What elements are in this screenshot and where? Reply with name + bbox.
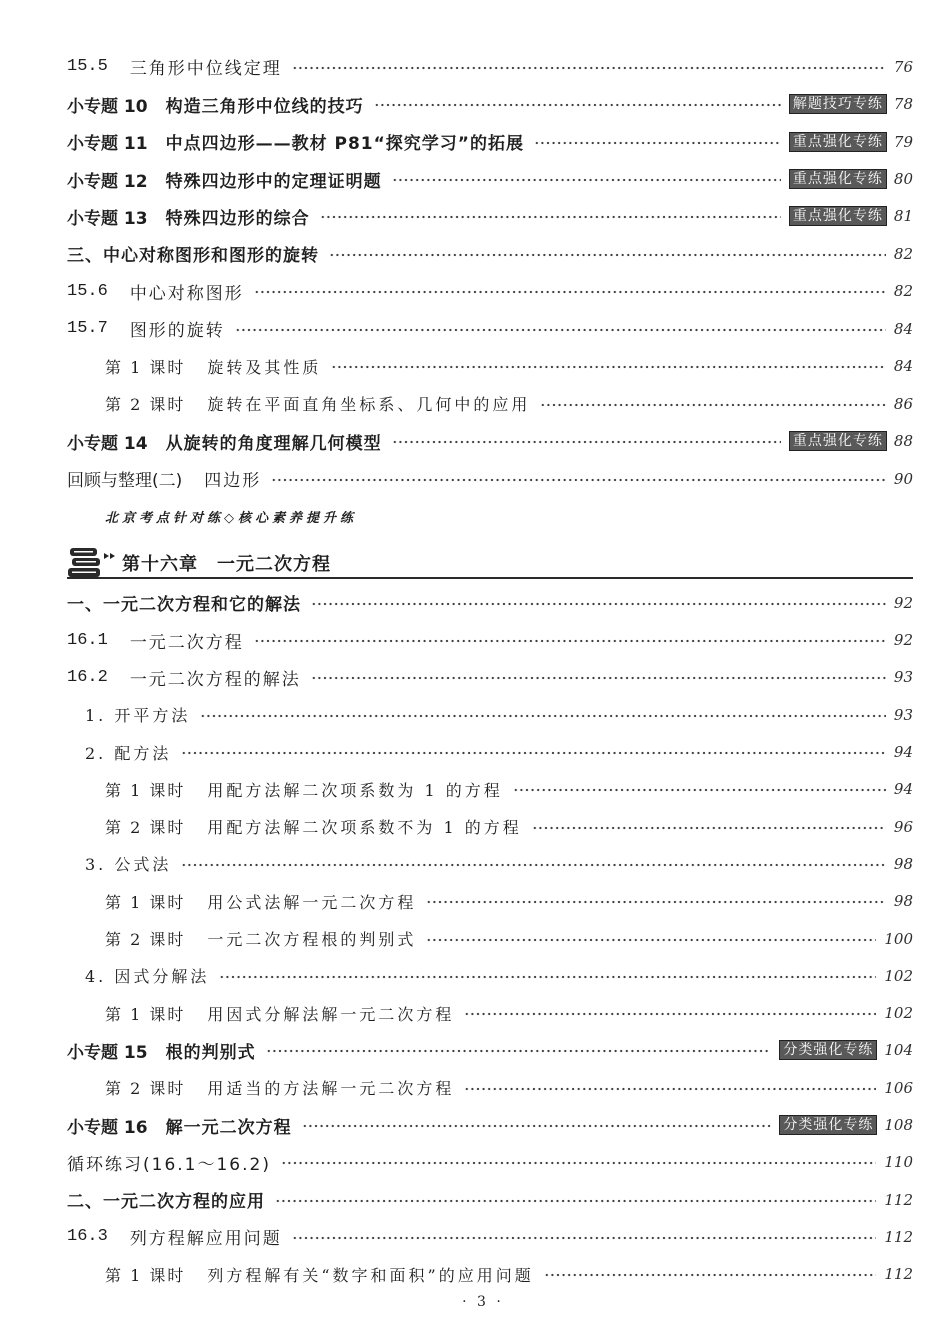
chapter-heading <box>67 536 913 584</box>
entry-page: 104 <box>884 1041 913 1060</box>
toc-entry <box>67 1106 913 1143</box>
entry-page: 94 <box>893 743 913 762</box>
entry-page: 94 <box>893 780 913 799</box>
toc-entry <box>67 85 913 122</box>
entry-page: 112 <box>884 1265 913 1284</box>
entry-title: 三角形中位线定理 <box>129 59 282 80</box>
entry-page: 96 <box>893 817 913 836</box>
toc-entry <box>67 348 913 385</box>
dot-leader <box>292 66 886 70</box>
toc-entry <box>67 123 913 160</box>
entry-title: 用配方法解二次项系数为 1 的方程 <box>207 780 503 800</box>
dot-leader <box>266 1049 772 1053</box>
entry-number: 16.3 <box>67 1227 108 1247</box>
toc-entry <box>67 584 913 621</box>
entry-page: 82 <box>893 244 913 263</box>
entry-page: 102 <box>884 1004 913 1023</box>
entry-title: 用因式分解法解一元二次方程 <box>207 1004 455 1024</box>
dot-leader <box>544 1273 877 1277</box>
entry-title: 构造三角形中位线的技巧 <box>165 96 364 117</box>
toc-entry <box>67 733 913 770</box>
entry-page: 81 <box>893 207 913 226</box>
entry-title: 循环练习(16.1～16.2) <box>67 1154 271 1175</box>
dot-leader <box>302 1124 772 1128</box>
entry-title: 三、中心对称图形和图形的旋转 <box>67 246 319 267</box>
entry-number: 小专题 10 <box>67 96 148 117</box>
entry-title: 从旋转的角度理解几何模型 <box>165 433 382 454</box>
toc-entry <box>67 198 913 235</box>
entry-page: 100 <box>884 929 913 948</box>
dot-leader <box>200 714 886 718</box>
chapter-title: 第十六章 一元二次方程 <box>122 554 331 576</box>
practice-tag: 重点强化专练 <box>789 169 887 189</box>
dot-leader <box>513 788 886 792</box>
toc-entry <box>67 808 913 845</box>
table-of-contents <box>67 48 913 1293</box>
entry-title: 1. 开平方法 <box>85 706 191 726</box>
entry-title: 根的判别式 <box>165 1042 256 1063</box>
entry-number: 小专题 12 <box>67 171 148 192</box>
dot-leader <box>534 141 781 145</box>
entry-title: 特殊四边形的综合 <box>165 208 310 229</box>
entry-title: 四边形 <box>204 471 262 492</box>
chapter-note-row <box>67 497 913 536</box>
entry-page: 110 <box>884 1153 913 1172</box>
toc-entry <box>67 957 913 994</box>
toc-entry <box>67 310 913 347</box>
entry-title: 4. 因式分解法 <box>85 967 210 987</box>
dot-leader <box>464 1012 876 1016</box>
toc-entry <box>67 883 913 920</box>
practice-tag: 重点强化专练 <box>789 132 887 152</box>
practice-tag: 解题技巧专练 <box>789 94 887 114</box>
dot-leader <box>181 863 886 867</box>
lesson-number: 第 1 课时 <box>105 892 186 912</box>
entry-number: 15.5 <box>67 57 108 77</box>
entry-page: 82 <box>893 282 913 301</box>
lesson-number: 第 2 课时 <box>105 1079 186 1099</box>
entry-number: 15.7 <box>67 319 108 339</box>
entry-number: 15.6 <box>67 281 108 301</box>
chapter-note: 北京考点针对练◇核心素养提升练 <box>105 511 357 527</box>
toc-entry <box>67 771 913 808</box>
entry-page: 92 <box>893 631 913 650</box>
entry-number: 小专题 14 <box>67 433 148 454</box>
entry-title: 一元二次方程根的判别式 <box>207 930 417 950</box>
entry-page: 93 <box>893 668 913 687</box>
entry-page: 80 <box>893 170 913 189</box>
entry-number: 小专题 15 <box>67 1042 148 1063</box>
entry-page: 112 <box>884 1190 913 1209</box>
dot-leader <box>464 1087 876 1091</box>
entry-title: 解一元二次方程 <box>165 1117 292 1138</box>
entry-title: 旋转及其性质 <box>207 357 322 377</box>
toc-entry <box>67 422 913 459</box>
entry-number: 回顾与整理(二) <box>67 471 183 492</box>
dot-leader <box>311 676 886 680</box>
practice-tag: 重点强化专练 <box>789 206 887 226</box>
entry-page: 92 <box>893 593 913 612</box>
dot-leader <box>426 900 886 904</box>
dot-leader <box>532 826 886 830</box>
dot-leader <box>254 639 886 643</box>
toc-group-chapter-15 <box>67 48 913 497</box>
entry-title: 旋转在平面直角坐标系、几何中的应用 <box>207 395 531 415</box>
dot-leader <box>320 215 781 219</box>
toc-entry <box>67 920 913 957</box>
toc-entry <box>67 1218 913 1255</box>
dot-leader <box>271 478 886 482</box>
dot-leader <box>311 602 886 606</box>
entry-title: 3. 公式法 <box>85 855 172 875</box>
entry-title: 中点四边形——教材 P81“探究学习”的拓展 <box>165 134 524 155</box>
lesson-number: 第 1 课时 <box>105 1265 186 1285</box>
entry-title: 特殊四边形中的定理证明题 <box>165 171 382 192</box>
entry-number: 小专题 16 <box>67 1117 148 1138</box>
entry-title: 用配方法解二次项系数不为 1 的方程 <box>207 818 522 838</box>
entry-title: 中心对称图形 <box>129 283 244 304</box>
dot-leader <box>281 1161 876 1165</box>
entry-title: 二、一元二次方程的应用 <box>67 1192 265 1213</box>
entry-page: 108 <box>884 1116 913 1135</box>
toc-entry <box>67 622 913 659</box>
practice-tag: 分类强化专练 <box>779 1115 877 1135</box>
entry-page: 112 <box>884 1227 913 1246</box>
entry-title: 列方程解有关“数字和面积”的应用问题 <box>207 1265 534 1285</box>
lesson-number: 第 1 课时 <box>105 1004 186 1024</box>
entry-title: 一、一元二次方程和它的解法 <box>67 595 301 616</box>
entry-page: 86 <box>893 394 913 413</box>
toc-entry <box>67 1181 913 1218</box>
entry-title: 一元二次方程 <box>129 632 244 653</box>
dot-leader <box>181 751 886 755</box>
dot-leader <box>292 1236 877 1240</box>
entry-title: 用适当的方法解一元二次方程 <box>207 1079 455 1099</box>
entry-number: 16.2 <box>67 667 108 687</box>
dot-leader <box>426 938 876 942</box>
lesson-number: 第 2 课时 <box>105 930 186 950</box>
toc-entry <box>67 273 913 310</box>
entry-page: 78 <box>893 95 913 114</box>
toc-entry <box>67 385 913 422</box>
dot-leader <box>219 975 876 979</box>
entry-title: 列方程解应用问题 <box>129 1229 282 1250</box>
dot-leader <box>275 1199 876 1203</box>
entry-page: 79 <box>893 132 913 151</box>
entry-number: 小专题 11 <box>67 134 148 155</box>
entry-page: 98 <box>893 854 913 873</box>
toc-entry <box>67 235 913 272</box>
entry-number: 16.1 <box>67 630 108 650</box>
entry-page: 84 <box>893 357 913 376</box>
entry-page: 90 <box>893 469 913 488</box>
practice-tag: 分类强化专练 <box>779 1040 877 1060</box>
entry-title: 一元二次方程的解法 <box>129 669 301 690</box>
lesson-number: 第 2 课时 <box>105 818 186 838</box>
entry-number: 小专题 13 <box>67 208 148 229</box>
toc-entry <box>67 1069 913 1106</box>
entry-page: 106 <box>884 1078 913 1097</box>
lesson-number: 第 2 课时 <box>105 395 186 415</box>
dot-leader <box>329 253 886 257</box>
entry-page: 93 <box>893 705 913 724</box>
entry-page: 98 <box>893 892 913 911</box>
dot-leader <box>254 290 886 294</box>
dot-leader <box>540 403 886 407</box>
entry-page: 84 <box>893 319 913 338</box>
toc-entry <box>67 460 913 497</box>
chapter-divider <box>67 577 913 579</box>
toc-entry <box>67 1144 913 1181</box>
toc-group-chapter-16 <box>67 584 913 1293</box>
entry-page: 76 <box>893 57 913 76</box>
entry-page: 102 <box>884 966 913 985</box>
practice-tag: 重点强化专练 <box>789 431 887 451</box>
toc-entry <box>67 160 913 197</box>
lesson-number: 第 1 课时 <box>105 780 186 800</box>
lesson-number: 第 1 课时 <box>105 357 186 377</box>
entry-page: 88 <box>893 432 913 451</box>
entry-title: 用公式法解一元二次方程 <box>207 892 417 912</box>
dot-leader <box>374 103 781 107</box>
page-number: · 3 · <box>462 1294 504 1310</box>
dot-leader <box>235 328 886 332</box>
toc-entry <box>67 696 913 733</box>
dot-leader <box>392 178 781 182</box>
toc-entry <box>67 659 913 696</box>
toc-entry <box>67 1032 913 1069</box>
entry-title: 图形的旋转 <box>129 321 225 342</box>
entry-title: 2. 配方法 <box>85 743 172 763</box>
toc-entry <box>67 845 913 882</box>
dot-leader <box>331 365 886 369</box>
toc-entry <box>67 995 913 1032</box>
toc-entry <box>67 48 913 85</box>
toc-entry <box>67 1256 913 1293</box>
dot-leader <box>392 440 781 444</box>
